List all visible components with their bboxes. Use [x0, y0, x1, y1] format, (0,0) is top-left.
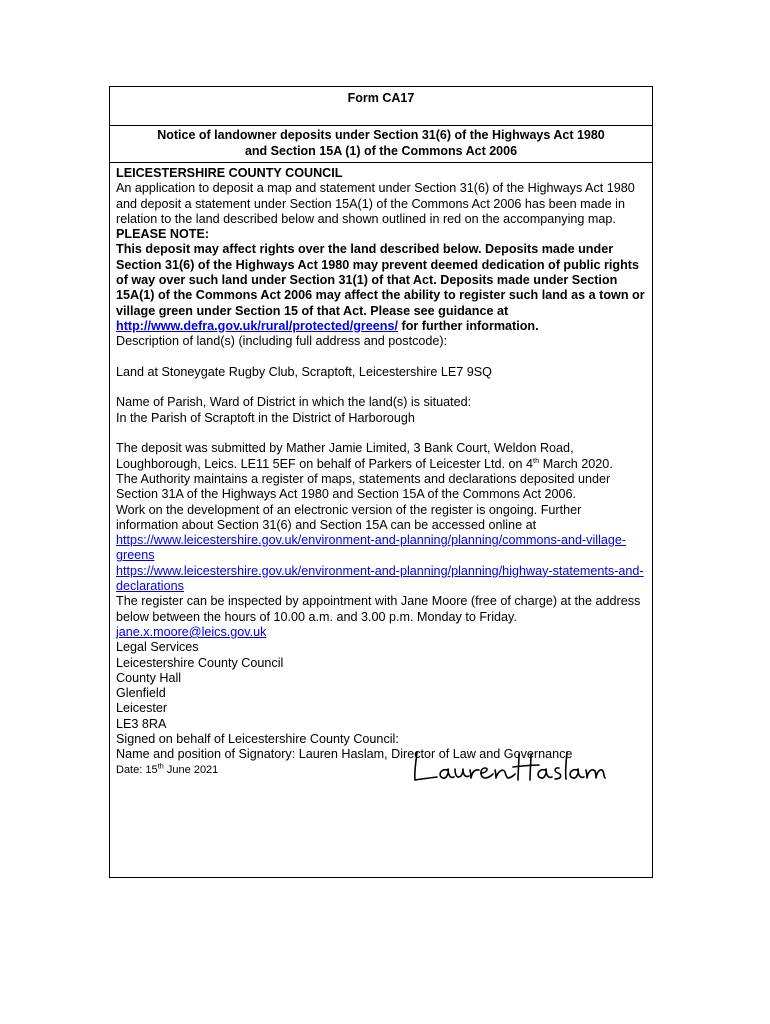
address-line: Leicester	[116, 701, 168, 716]
signed-on-behalf: Signed on behalf of Leicestershire County Council:	[116, 731, 399, 746]
guidance-suffix: for further information.	[398, 318, 539, 333]
handwritten-signature	[407, 748, 607, 788]
email-link[interactable]: jane.x.moore@leics.gov.uk	[116, 624, 267, 639]
address-line: Leicestershire County Council	[116, 655, 284, 670]
deposit-paragraph: The deposit was submitted by Mather Jamie Limited, 3 Bank Court, Weldon Road, Loughborough, Leics. LE11 5EF on behalf of Parkers of Leicester Ltd. on 4th March 2020.	[116, 441, 613, 471]
inspect-paragraph: The register can be inspected by appointment with Jane Moore (free of charge) at the address below between the hours of 10.00 a.m. and 3.00 p.m. Monday to Friday.	[116, 594, 641, 624]
date-line: Date: 15th June 2021	[116, 760, 219, 776]
register-paragraph: The Authority maintains a register of maps, statements and declarations deposited under Section 31A of the Highways Act 1980 and Section 15A of the Commons Act 2006.	[116, 471, 611, 502]
address-line: LE3 8RA	[116, 716, 167, 731]
notice-body	[110, 163, 652, 778]
parish-value: In the Parish of Scraptoft in the District of Harborough	[116, 410, 415, 425]
notice-title-line-2: and Section 15A (1) of the Commons Act 2006	[244, 143, 518, 158]
address-line: Glenfield	[116, 686, 166, 701]
address-line: Legal Services	[116, 640, 199, 655]
council-name: LEICESTERSHIRE COUNTY COUNCIL	[116, 166, 343, 180]
land-description: Land at Stoneygate Rugby Club, Scraptoft, Leicestershire LE7 9SQ	[116, 364, 492, 379]
form-title: Form CA17	[110, 87, 652, 126]
signatory: Name and position of Signatory: Lauren Haslam, Director of Law and Governance	[116, 747, 573, 762]
notice-title-line-1: Notice of landowner deposits under Section 31(6) of the Highways Act 1980	[157, 128, 605, 142]
parish-label: Name of Parish, Ward of District in which the land(s) is situated:	[116, 395, 472, 410]
note-text: This deposit may affect rights over the land described below. Deposits made under Section 31(6) of the Highways Act 1980 may prevent deemed dedication of public rights of way over such land under Section 31(1) of that Act. Deposits made under Section 15A(1) of the Commons Act 2006 may affect the ability to register such land as a town or village green under Section 15 of that Act. Please see guidance at	[116, 242, 645, 318]
please-note-heading: PLEASE NOTE:	[116, 227, 210, 242]
address-line: County Hall	[116, 670, 182, 685]
land-description-label: Description of land(s) (including full address and postcode):	[116, 334, 448, 349]
intro-paragraph: An application to deposit a map and statement under Section 31(6) of the Highways Act 1980 and deposit a statement under Section 15A(1) of the Commons Act 2006 has been made in relation to the land described below and shown outlined in red on the accompanying map.	[116, 181, 635, 226]
notice-title	[110, 126, 652, 163]
guidance-link[interactable]: http://www.defra.gov.uk/rural/protected/greens/	[116, 318, 398, 333]
highway-statements-link[interactable]: https://www.leicestershire.gov.uk/environment-and-planning/planning/highway-statements-and-declarations	[116, 563, 644, 594]
note-paragraph	[116, 242, 646, 334]
work-paragraph: Work on the development of an electronic version of the register is ongoing. Further information about Section 31(6) and Section 15A can be accessed online at	[116, 502, 582, 532]
commons-link[interactable]: https://www.leicestershire.gov.uk/environment-and-planning/planning/commons-and-village-greens	[116, 533, 627, 563]
